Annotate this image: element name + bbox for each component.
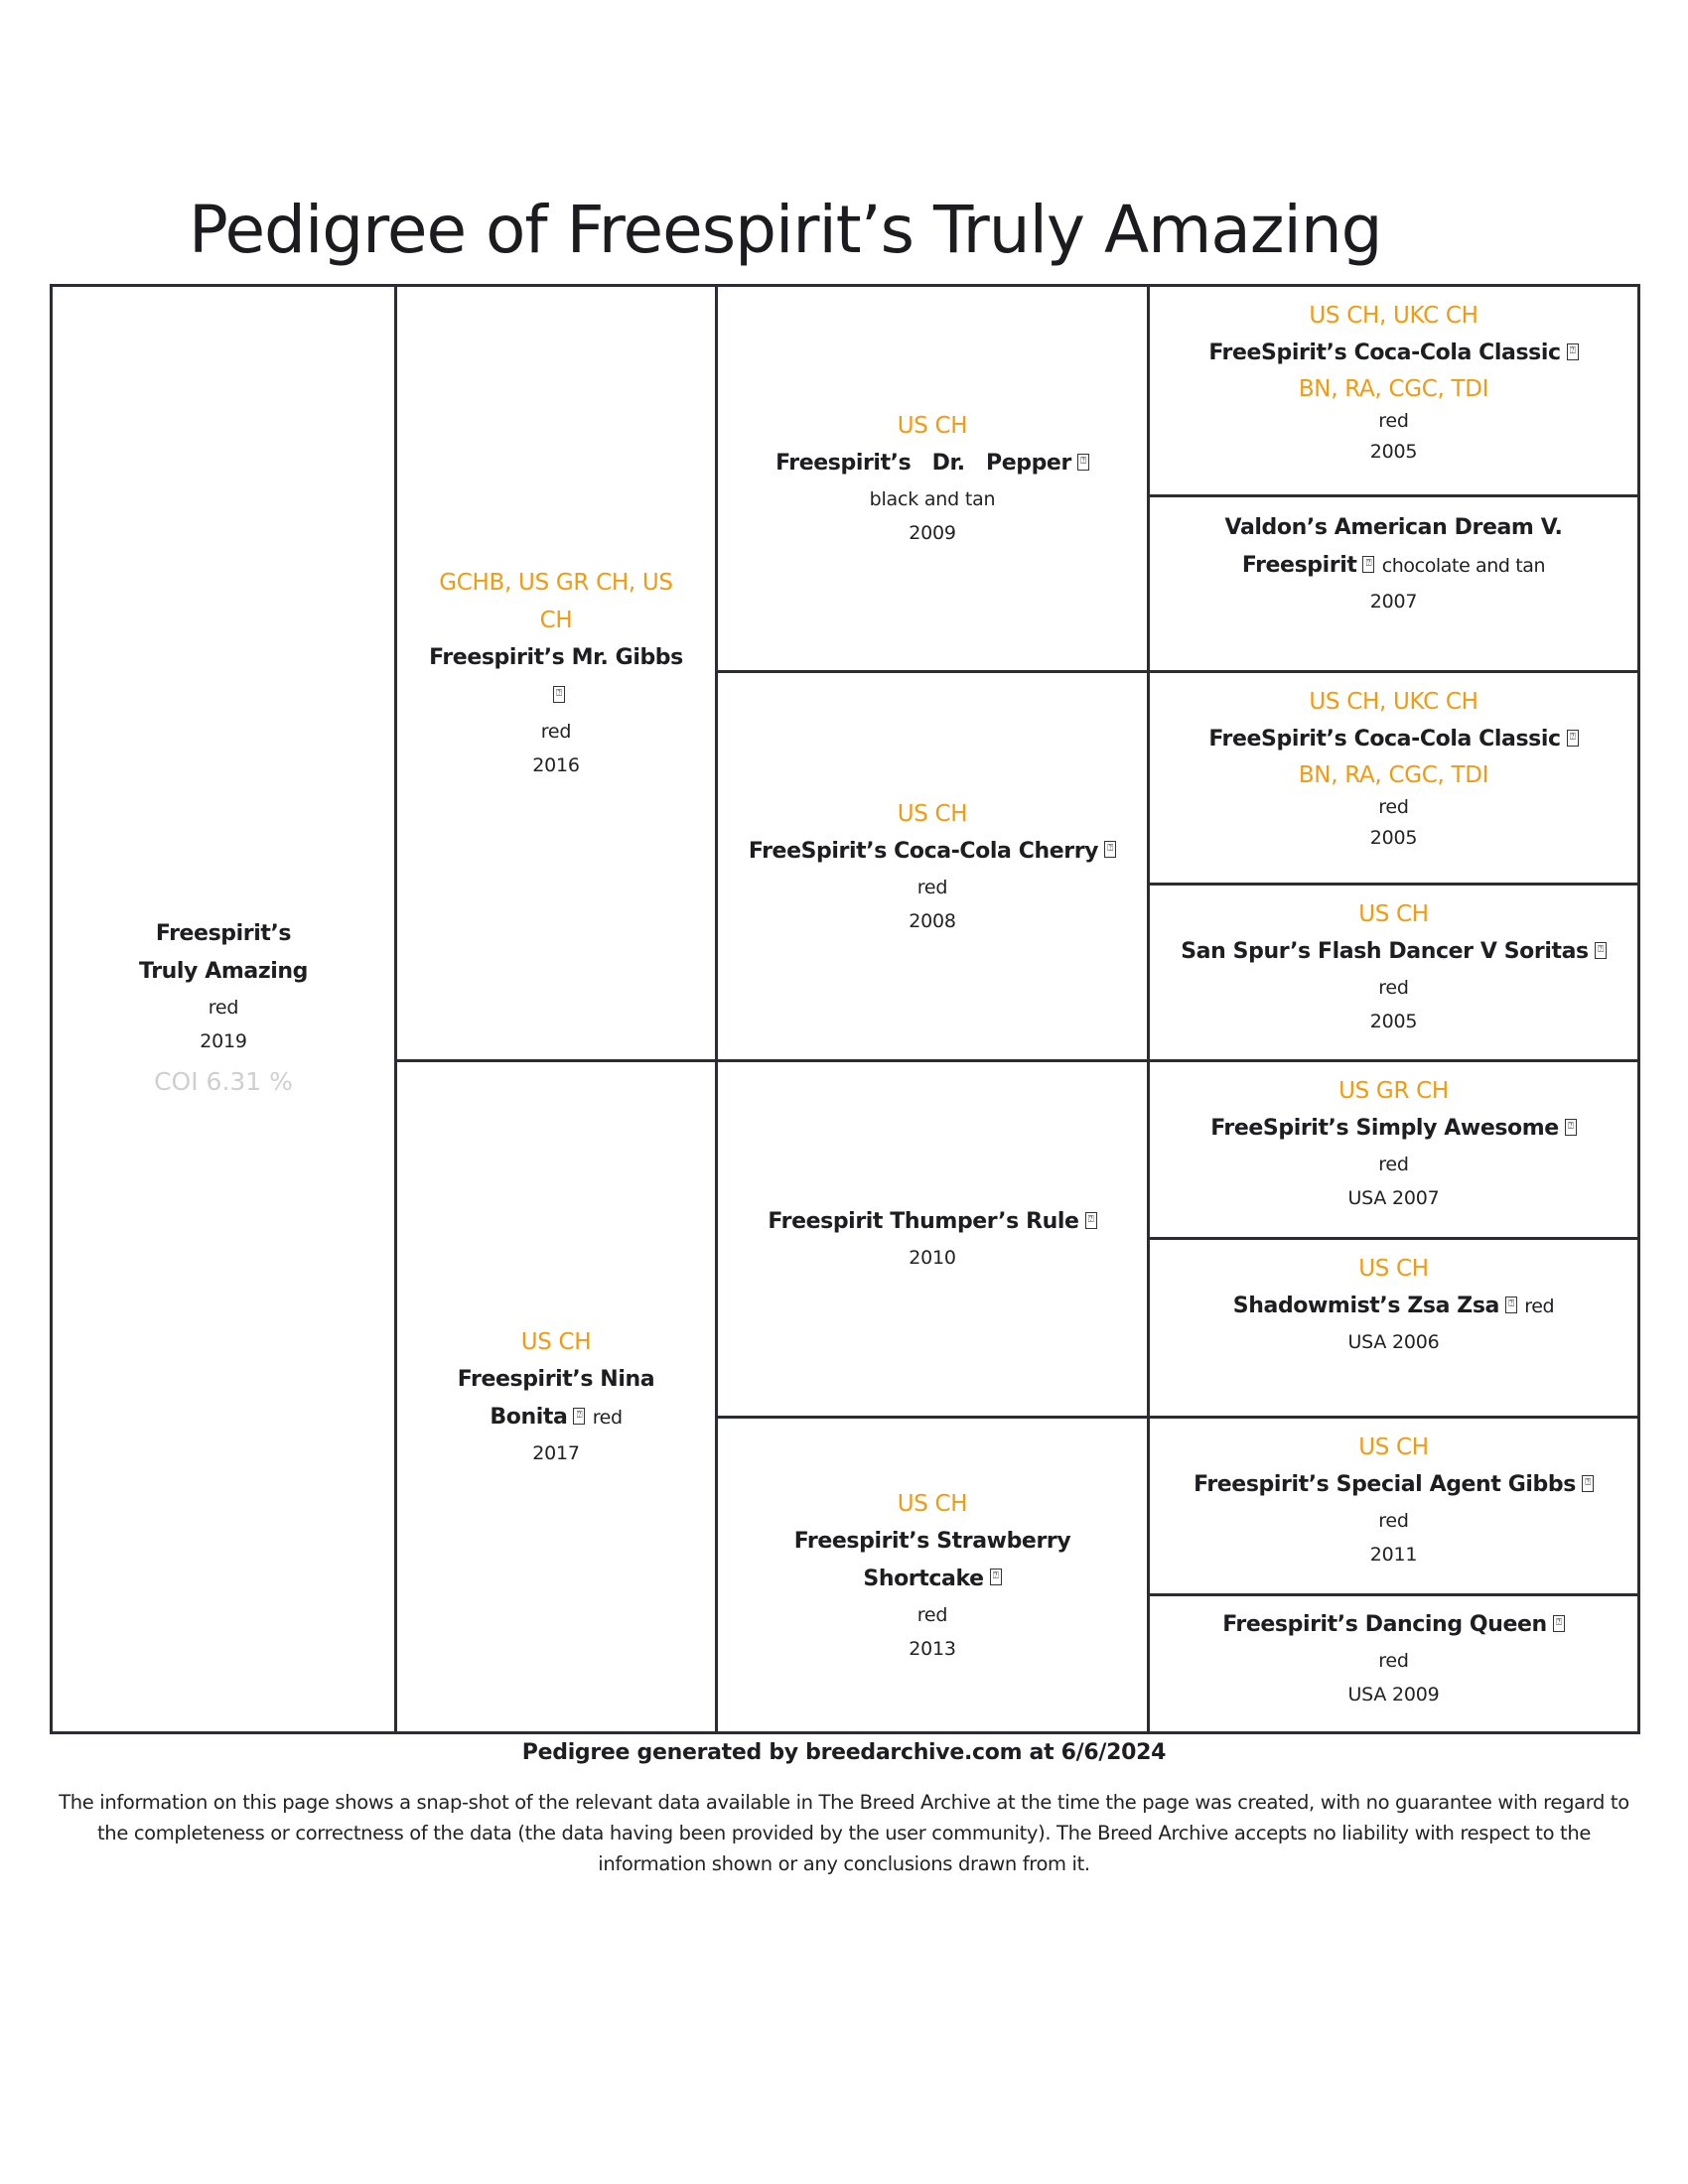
gender-icon: ⍰ [1582,1475,1594,1492]
grandparent-year: 2008 [909,909,956,932]
ggp-color: red [1378,1154,1409,1175]
ggp-name[interactable]: FreeSpirit’s Coca-Cola Classic [1208,341,1561,365]
grandparent-name[interactable]: Freespirit Thumper’s Rule [768,1209,1079,1234]
gender-icon: ⍰ [1077,454,1089,471]
grandparent-year: 2010 [909,1247,956,1269]
gender-icon: ⍰ [1565,1119,1577,1136]
gender-icon: ⍰ [1104,841,1116,858]
ggp-name-line [1208,721,1578,758]
ggp-name[interactable]: San Spur’s Flash Dancer V Soritas [1181,939,1589,964]
page-title: Pedigree of Freespirit’s Truly Amazing [189,192,1382,268]
grandparent-cell [715,284,1150,673]
ggp-name-line [1210,1110,1577,1148]
great-grandparent-cell [1147,494,1640,673]
ggp-name[interactable]: Freespirit’s Dancing Queen [1222,1612,1547,1637]
dam-cell [394,1059,718,1734]
gender-icon: ⍰ [990,1569,1002,1585]
ggp-year: 2005 [1369,441,1418,463]
subject-year: 2019 [200,1029,247,1052]
ggp-name-line [1194,1466,1594,1504]
ggp-name-line [1208,335,1578,372]
ggp-name-line [1233,1288,1554,1325]
subject-name[interactable]: Freespirit’s Truly Amazing [139,920,308,984]
ggp-name[interactable]: Freespirit’s Special Agent Gibbs [1194,1472,1576,1497]
great-grandparent-cell [1147,1059,1640,1240]
ggp-titles-after: BN, RA, CGC, TDI [1298,376,1489,402]
great-grandparent-cell [1147,883,1640,1062]
grandparent-color: black and tan [869,488,996,510]
great-grandparent-cell [1147,1593,1640,1734]
ggp-color: red [1378,796,1409,818]
great-grandparent-cell [1147,670,1640,886]
ggp-year: 2007 [1369,591,1418,613]
generated-by-note: Pedigree generated by breedarchive.com at 6/6/2024 [521,1740,1167,1765]
ggp-titles: US CH [1358,1434,1429,1460]
sire-titles: GCHB, US GR CH, US CH [439,570,673,633]
grandparent-titles: US CH [897,800,968,827]
ggp-titles: US CH [1358,901,1429,927]
dam-color: red [592,1407,623,1429]
grandparent-titles: US CH [897,1490,968,1517]
ggp-color: red [1524,1296,1555,1317]
grandparent-cell [715,670,1150,1062]
grandparent-name-line [768,1203,1096,1241]
great-grandparent-cell [1147,1416,1640,1596]
coi-value: COI 6.31 % [154,1066,293,1096]
ggp-color: red [1378,1650,1409,1672]
grandparent-name-line [749,833,1116,871]
ggp-color: red [1378,977,1409,999]
grandparent-year: 2013 [909,1637,956,1660]
grandparent-year: 2009 [909,522,956,544]
ggp-year: USA 2006 [1347,1331,1440,1353]
sire-year: 2016 [532,754,580,776]
ggp-titles: US CH [1358,1256,1429,1282]
grandparent-name-line [775,445,1089,482]
grandparent-name[interactable]: Freespirit’s Strawberry Shortcake [793,1528,1071,1591]
grandparent-cell [715,1059,1150,1419]
gender-icon: ⍰ [1085,1212,1097,1229]
gender-icon: ⍰ [1505,1297,1517,1313]
ggp-color: red [1378,410,1409,432]
ggp-color: chocolate and tan [1381,555,1546,577]
dam-name[interactable]: Freespirit’s Nina Bonita [457,1367,655,1430]
ggp-titles: US CH, UKC CH [1309,303,1478,329]
ggp-year: 2011 [1369,1544,1418,1566]
ggp-name-line [1222,1606,1565,1644]
ggp-name[interactable]: Shadowmist’s Zsa Zsa [1232,1294,1499,1318]
pedigree-table [50,284,1640,1734]
dam-name-line [442,1361,670,1436]
dam-titles: US CH [520,1329,592,1355]
sire-cell [394,284,718,1062]
gender-icon: ⍰ [1362,556,1374,573]
ggp-year: USA 2007 [1347,1187,1440,1209]
ggp-titles-after: BN, RA, CGC, TDI [1298,762,1489,788]
great-grandparent-cell [1147,284,1640,497]
great-grandparent-cell [1147,1237,1640,1419]
ggp-year: 2005 [1369,827,1418,849]
ggp-name[interactable]: FreeSpirit’s Coca-Cola Classic [1208,727,1561,751]
subject-color: red [208,996,239,1019]
sire-name[interactable]: Freespirit’s Mr. Gibbs [429,645,683,670]
ggp-name-line [1181,933,1607,971]
grandparent-color: red [916,876,948,898]
ggp-year: USA 2009 [1347,1684,1440,1706]
ggp-titles: US CH, UKC CH [1309,689,1478,715]
grandparent-color: red [916,1603,948,1626]
gender-icon: ⍰ [1595,942,1607,959]
disclaimer-text: The information on this page shows a snap-shot of the relevant data available in The Breed Archive at the time the page was created, with no guarantee with regard to the completeness or correctness of the data (the data having been provided by the user community). The Breed Archive accepts no liability with respect to the information shown or any conclusions drawn from it. [59,1791,1629,1875]
ggp-name[interactable]: Valdon’s American Dream V. Freespirit [1224,515,1563,578]
grandparent-name-line [783,1523,1081,1598]
grandparent-titles: US CH [897,413,968,439]
ggp-name[interactable]: FreeSpirit’s Simply Awesome [1210,1116,1559,1141]
sire-name-line [429,639,683,715]
grandparent-cell [715,1416,1150,1734]
grandparent-name[interactable]: FreeSpirit’s Coca-Cola Cherry [748,838,1099,864]
gender-icon: ⍰ [1553,1615,1565,1632]
gender-icon: ⍰ [573,1408,585,1425]
subject-cell [50,284,397,1734]
ggp-name-line [1196,509,1593,585]
ggp-titles: US GR CH [1338,1078,1449,1104]
gender-icon: ⍰ [1567,730,1579,747]
ggp-year: 2005 [1369,1011,1418,1032]
grandparent-name[interactable]: Freespirit’s Dr. Pepper [775,451,1071,476]
dam-year: 2017 [532,1442,580,1464]
sire-color: red [540,721,572,743]
gender-icon: ⍰ [1567,343,1579,360]
gender-icon: ⍰ [553,686,565,703]
ggp-color: red [1378,1510,1409,1532]
